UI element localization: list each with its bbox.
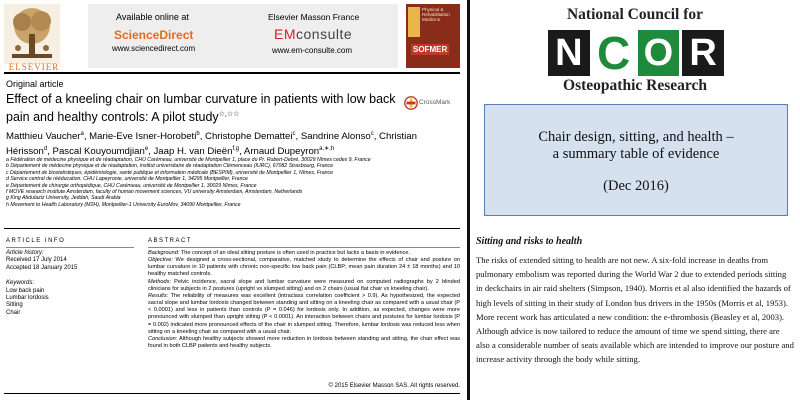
section-heading: Sitting and risks to health — [476, 236, 583, 247]
ncor-letter-c: C — [593, 30, 635, 76]
emconsulte-suffix: consulte — [296, 26, 353, 42]
info-rule — [6, 247, 134, 248]
author[interactable]: Christophe Demattei$^c$ — [205, 131, 296, 143]
publisher-label: Elsevier Masson France — [268, 12, 360, 22]
emconsulte-logo — [274, 26, 352, 42]
author[interactable]: Sandrine Alonso$^c$ — [300, 131, 374, 143]
history-label: Article history: — [6, 250, 44, 256]
affiliation: d Service central de rééducation, CHU Lapeyronie, université de Montpellier 1, 34295 Montpellier, France — [6, 176, 248, 183]
keyword: Lumbar lordosis — [6, 295, 49, 302]
journal-cover-thumbnail — [406, 4, 460, 68]
affiliation: g King Abdulaziz University, Jeddah, Saudi Arabia — [6, 195, 121, 202]
abstract-paragraph: Methods: Pelvic incidence, sacral slope and lumbar curvature were measured on computed radiographs by 2 blinded clinicians for subjects in 2 postures (upright vs slumped sitting) and on 2 chairs (usual flat chair vs kneeling chair). — [148, 278, 460, 292]
summary-title: Chair design, sitting, and health – a summary table of evidence — [538, 129, 734, 162]
received-date: Received 17 July 2014 — [6, 257, 67, 264]
abstract-paragraph: Background: The concept of an ideal sitting posture is often used in practice but lacks a basis in evidence. — [148, 250, 411, 256]
availability-banner — [88, 4, 398, 68]
header-rule — [4, 72, 460, 74]
affiliation: c Département de biostatistiques, épidémiologie, santé publique et information médicale (BESPIM), université de Montpellier 1, Nîmes, France — [6, 169, 333, 176]
ncor-letter-n: N — [548, 30, 590, 76]
ncor-summary-page — [470, 0, 800, 400]
sciencedirect-link[interactable]: www.sciencedirect.com — [112, 44, 196, 53]
article-info-heading: ARTICLE INFO — [6, 238, 66, 244]
abstract-paragraph: Objective: We designed a cross-sectional, comparative, matched study to determine the effects of chair and posture on lumbar curvature in 10 patients with chronic non-specific low back pain (CLBP; mean pain duration 24 ± 18 months) and 10 healthy matched controls. — [148, 257, 460, 278]
author[interactable]: Marie-Eve Isner-Horobeti$^b$ — [89, 131, 200, 143]
abstract-paragraph: Conclusion: Although healthy subjects showed more reduction in lordosis between standing and sitting, the chair effect was found in both CLBP patients and healthy subjects. — [148, 335, 460, 350]
cover-strip — [408, 7, 420, 37]
ncor-name-top: National Council for — [566, 6, 704, 23]
sciencedirect-logo: ScienceDirect — [114, 28, 194, 42]
affiliation: b Département de médecine physique et de réadaptation, institut universitaire de réadaptation Clémenceau (IURC), 67082 Strasbourg, France — [6, 163, 333, 170]
footer-rule — [4, 393, 460, 394]
section-rule — [4, 228, 460, 229]
author[interactable]: Jaap H. van Dieën$^{f,g}$ — [153, 146, 240, 158]
author[interactable]: Pascal Kouyoumdjian$^e$ — [52, 146, 149, 158]
elsevier-tree-logo-icon — [4, 4, 60, 64]
affiliation: e Département de chirurgie orthopédique, CHU Carémeau, université de Montpellier 1, 30029 Nîmes, France — [6, 182, 257, 189]
ncor-name-bottom: Osteopathic Research — [563, 77, 707, 94]
author-list: Matthieu Vaucher$^a$, Marie-Eve Isner-Horobeti$^b$, Christophe Demattei$^c$, Sandrine Alonso$^c$, Christian Hérisson$^d$, Pascal Kouyoumdjian$^e$, Jaap H. van Dieën$^{f,g}$, Arnaud Dupeyron$^{a,∗,h}$ — [6, 131, 417, 158]
author[interactable]: Arnaud Dupeyron$^{a,∗,h}$ — [243, 146, 335, 158]
crossmark-label: CrossMark — [419, 99, 451, 106]
affiliation: h Movement to Health Laboratory (M2H), Montpellier-1 University EuroMov, 34090 Montpellier, France — [6, 201, 241, 208]
accepted-date: Accepted 18 January 2015 — [6, 264, 78, 271]
elsevier-wordmark: ELSEVIER — [8, 62, 60, 72]
ncor-letter-r: R — [682, 30, 724, 76]
article-type: Original article — [6, 79, 64, 89]
affiliation: f MOVE research institute Amsterdam, faculty of human movement sciences, VU university Amsterdam, Amsterdam, Netherlands — [6, 189, 303, 196]
keyword: Chair — [6, 309, 21, 316]
abstract-body — [148, 250, 460, 350]
keyword: Low back pain — [6, 287, 45, 294]
emconsulte-prefix: EM — [274, 26, 296, 42]
copyright-notice: © 2015 Elsevier Masson SAS. All rights reserved. — [328, 383, 460, 389]
article-info — [6, 250, 134, 317]
author[interactable]: Matthieu Vaucher$^a$ — [6, 131, 84, 143]
available-online-label: Available online at — [116, 12, 189, 22]
section-paragraph: The risks of extended sitting to health are not new. A six-fold increase in deaths from pulmonary embolism was reported during the World War 2 due to extended periods sitting in deckchairs in air raid shelters (Simpson, 1940). Morris et al also identified the hazards of high levels of sitting in their study of London bus drivers in the 1950s (Morris et al, 1953). More recent work has articulated a new condition: the e-thrombosis (Beasley et al, 2003). Although advice is now tailored to reduce the amount of time we spend sitting, there are also a considerable number of seats available which are intended to improve our posture and increase activity through the body while sitting. — [476, 255, 794, 365]
sofmer-logo: SOFMER — [413, 45, 448, 54]
keyword: Sitting — [6, 302, 23, 309]
keywords-label: Keywords: — [6, 280, 35, 287]
crossmark-icon — [404, 96, 418, 110]
title-footnote-marks: ☆,☆☆ — [218, 111, 240, 118]
article-title: Effect of a kneeling chair on lumbar curvature in patients with low back pain and healthy controls: A pilot study☆,☆☆ — [6, 92, 396, 125]
emconsulte-link[interactable]: www.em-consulte.com — [272, 46, 353, 55]
summary-title-box — [484, 104, 788, 216]
abstract-rule — [148, 247, 460, 248]
cover-title: Physical & Rehabilitation Medicine — [422, 7, 450, 23]
abstract-paragraph: Results: The reliability of measures was excellent (intraclass correlation coefficient > 0.9). As hypothesized, the expected sacral slope and lumbar lordosis changed between standing and sitting on a kneeling chair as compared with a usual chair (P < 0.0001) and less in patients than controls (P = 0.046) for lordosis only. In addition, as expected, changes were more pronounced with slumped than upright sitting (P < 0.0001). An interaction between chairs and postures for lumbar lordosis (P = 0.002) indicated more pronounced effects of the chair in slumped sitting. Therefore, lumbar lordosis was reduced less when sitting on a kneeling chair as compared with a usual chair. — [148, 292, 460, 335]
ncor-logo — [548, 27, 724, 79]
abstract-heading: ABSTRACT — [148, 238, 193, 244]
affiliation-list — [6, 157, 462, 208]
crossmark-badge[interactable] — [404, 96, 464, 110]
summary-date: (Dec 2016) — [603, 178, 669, 194]
affiliation: a Fédération de médecine physique et de réadaptation, CHU Carémeau, université de Montpellier 1, place du Pr. Robert-Debré, 30029 Nîmes cedex 9, France — [6, 157, 371, 163]
ncor-letter-o: O — [638, 30, 680, 76]
author[interactable]: Christian Hérisson$^d$ — [6, 131, 417, 158]
